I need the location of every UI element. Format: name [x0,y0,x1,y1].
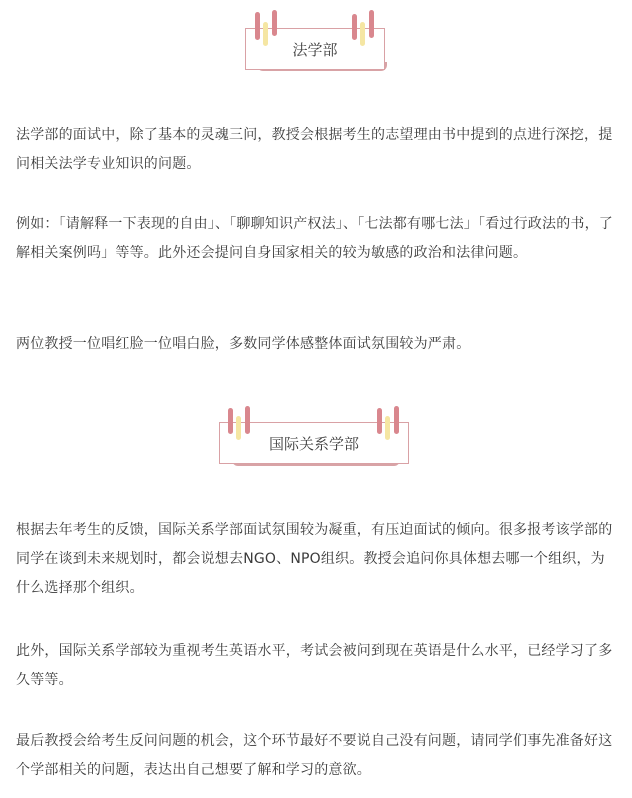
ribbon-decoration [352,14,357,40]
ribbon-decoration [245,406,250,434]
paragraph: 根据去年考生的反馈，国际关系学部面试氛围较为凝重，有压迫面试的倾向。很多报考该学部的同学在谈到未来规划时，都会说想去NGO、NPO组织。教授会追问你具体想去哪一个组织，为什么选择那个组织。 [16,522,613,596]
section-header-international-relations [0,402,632,472]
paragraph: 例如：「请解释一下表现的自由」、「聊聊知识产权法」、「七法都有哪七法」「看过行政法的书，了解相关案例吗」等等。此外还会提问自身国家相关的较为敏感的政治和法律问题。 [16,216,613,261]
ribbon-decoration [255,12,260,40]
paragraph: 法学部的面试中，除了基本的灵魂三问，教授会根据考生的志望理由书中提到的点进行深挖，提问相关法学专业知识的问题。 [16,127,613,172]
ribbon-decoration [272,10,277,36]
paragraph: 此外，国际关系学部较为重视考生英语水平，考试会被问到现在英语是什么水平，已经学习了多久等等。 [16,643,613,688]
ribbon-decoration [236,416,241,440]
ribbon-decoration [228,408,233,434]
section-header-law [0,8,632,78]
ribbon-decoration [263,22,268,46]
paragraph: 两位教授一位唱红脸一位唱白脸，多数同学体感整体面试氛围较为严肃。 [16,336,471,352]
section-title: 法学部 [292,41,338,59]
ribbon-decoration [360,22,365,46]
ribbon-decoration [377,408,382,434]
section-title: 国际关系学部 [268,435,359,453]
ribbon-decoration [394,406,399,434]
ribbon-decoration [385,416,390,440]
ribbon-decoration [369,10,374,38]
paragraph: 最后教授会给考生反问问题的机会，这个环节最好不要说自己没有问题，请同学们事先准备好这个学部相关的问题，表达出自己想要了解和学习的意欲。 [16,733,613,778]
